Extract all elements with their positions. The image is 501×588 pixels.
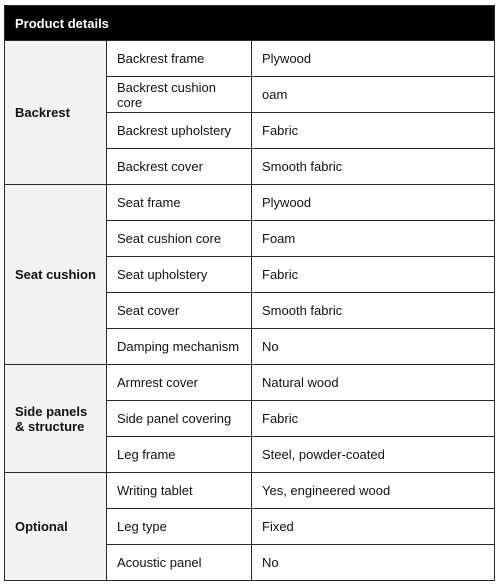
value-cell: Fixed xyxy=(252,509,495,545)
property-cell: Backrest cushion core xyxy=(107,77,252,113)
value-cell: No xyxy=(252,329,495,365)
value-cell: No xyxy=(252,545,495,581)
value-cell: Fabric xyxy=(252,257,495,293)
table-title: Product details xyxy=(5,6,495,41)
group-label: Side panels & structure xyxy=(5,365,107,473)
value-cell: Natural wood xyxy=(252,365,495,401)
table-body xyxy=(5,41,495,581)
value-cell: Yes, engineered wood xyxy=(252,473,495,509)
table-row xyxy=(5,473,495,509)
value-cell: Fabric xyxy=(252,113,495,149)
property-cell: Leg frame xyxy=(107,437,252,473)
value-cell: Plywood xyxy=(252,41,495,77)
property-cell: Backrest frame xyxy=(107,41,252,77)
table-header-row xyxy=(5,6,495,41)
value-cell: oam xyxy=(252,77,495,113)
table-row xyxy=(5,41,495,77)
property-cell: Side panel covering xyxy=(107,401,252,437)
property-cell: Armrest cover xyxy=(107,365,252,401)
group-label: Seat cushion xyxy=(5,185,107,365)
property-cell: Acoustic panel xyxy=(107,545,252,581)
property-cell: Seat upholstery xyxy=(107,257,252,293)
table-row xyxy=(5,185,495,221)
value-cell: Fabric xyxy=(252,401,495,437)
value-cell: Smooth fabric xyxy=(252,293,495,329)
group-label: Backrest xyxy=(5,41,107,185)
value-cell: Plywood xyxy=(252,185,495,221)
property-cell: Damping mechanism xyxy=(107,329,252,365)
property-cell: Leg type xyxy=(107,509,252,545)
value-cell: Smooth fabric xyxy=(252,149,495,185)
value-cell: Foam xyxy=(252,221,495,257)
group-label: Optional xyxy=(5,473,107,581)
property-cell: Seat cushion core xyxy=(107,221,252,257)
property-cell: Backrest cover xyxy=(107,149,252,185)
product-details-table xyxy=(4,5,495,581)
property-cell: Writing tablet xyxy=(107,473,252,509)
value-cell: Steel, powder-coated xyxy=(252,437,495,473)
property-cell: Seat frame xyxy=(107,185,252,221)
property-cell: Backrest upholstery xyxy=(107,113,252,149)
property-cell: Seat cover xyxy=(107,293,252,329)
table-row xyxy=(5,365,495,401)
